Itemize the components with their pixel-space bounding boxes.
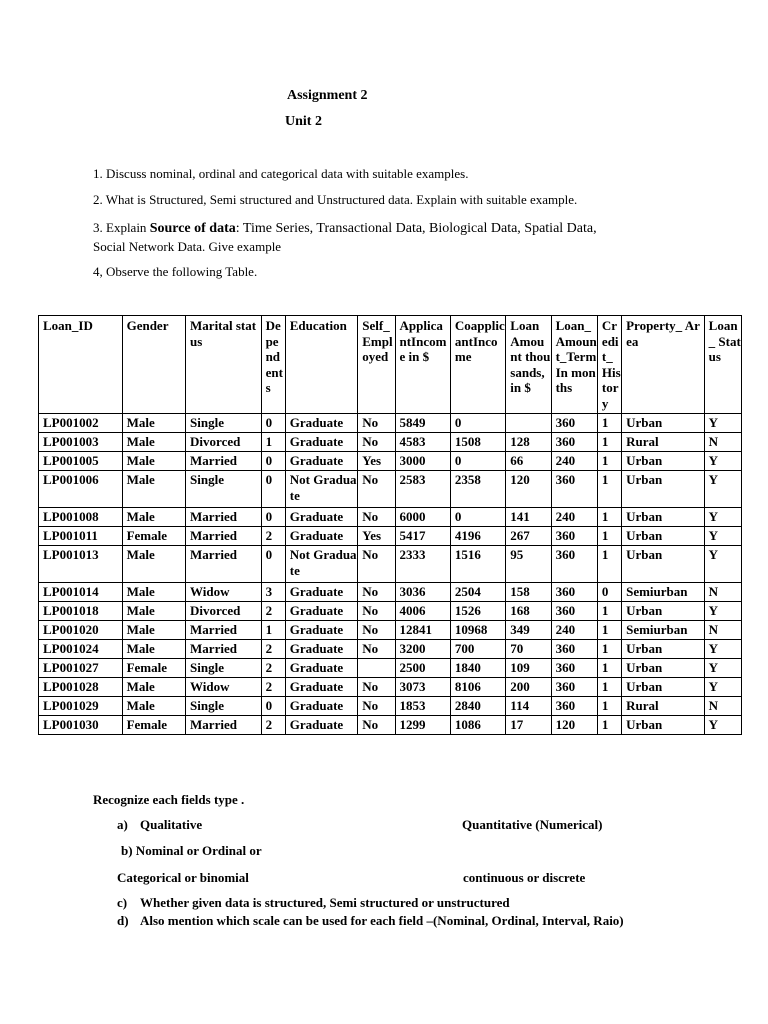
table-cell: 1840 — [450, 659, 505, 678]
table-cell: 1299 — [395, 716, 450, 735]
table-cell: N — [704, 583, 741, 602]
item-continuous: continuous or discrete — [463, 870, 586, 885]
table-cell: Urban — [622, 659, 705, 678]
table-cell: No — [358, 583, 395, 602]
table-cell: LP001018 — [39, 602, 123, 621]
table-cell: LP001003 — [39, 433, 123, 452]
table-cell: Yes — [358, 452, 395, 471]
table-cell: Semiurban — [622, 621, 705, 640]
table-cell: Male — [122, 414, 185, 433]
table-row — [39, 452, 742, 471]
table-cell: Y — [704, 678, 741, 697]
table-cell: Y — [704, 546, 741, 583]
table-cell: 3000 — [395, 452, 450, 471]
table-cell: Urban — [622, 716, 705, 735]
table-cell: 360 — [551, 414, 597, 433]
table-cell: 1 — [597, 433, 621, 452]
question-3 — [93, 219, 597, 256]
table-cell: Single — [186, 659, 262, 678]
table-cell: 3073 — [395, 678, 450, 697]
table-cell: 10968 — [450, 621, 505, 640]
table-cell: Male — [122, 546, 185, 583]
recognize-instruction: Recognize each fields type . — [93, 792, 245, 807]
table-cell: Graduate — [285, 602, 358, 621]
table-cell: Y — [704, 508, 741, 527]
table-cell: 1086 — [450, 716, 505, 735]
column-header: Gender — [122, 316, 185, 414]
table-cell: Male — [122, 602, 185, 621]
table-cell: Rural — [622, 433, 705, 452]
table-cell: 168 — [506, 602, 551, 621]
column-header: Loan Amount thousands, in $ — [506, 316, 551, 414]
table-row — [39, 433, 742, 452]
loan-data-table — [38, 315, 742, 735]
table-cell: No — [358, 508, 395, 527]
table-cell: 109 — [506, 659, 551, 678]
table-cell: Y — [704, 602, 741, 621]
table-cell: Female — [122, 716, 185, 735]
table-cell: Graduate — [285, 716, 358, 735]
column-header: Education — [285, 316, 358, 414]
table-cell: Female — [122, 659, 185, 678]
table-cell: 4006 — [395, 602, 450, 621]
question-2: 2. What is Structured, Semi structured and Unstructured data. Explain with suitable example. — [93, 192, 578, 207]
table-cell: 5849 — [395, 414, 450, 433]
table-row — [39, 583, 742, 602]
table-cell: 0 — [261, 414, 285, 433]
table-cell: LP001011 — [39, 527, 123, 546]
table-cell: LP001020 — [39, 621, 123, 640]
table-cell: 1 — [597, 621, 621, 640]
table-row — [39, 602, 742, 621]
table-cell: 360 — [551, 527, 597, 546]
item-c-text: Whether given data is structured, Semi structured or unstructured — [140, 895, 510, 910]
table-cell: Divorced — [186, 602, 262, 621]
table-cell: 0 — [597, 583, 621, 602]
table-cell: 1853 — [395, 697, 450, 716]
table-cell: No — [358, 678, 395, 697]
table-cell — [506, 414, 551, 433]
table-cell: No — [358, 621, 395, 640]
unit-heading: Unit 2 — [285, 114, 322, 129]
column-header: CoapplicantIncome — [450, 316, 505, 414]
table-cell: Married — [186, 640, 262, 659]
table-cell: 0 — [261, 508, 285, 527]
table-row — [39, 659, 742, 678]
table-cell: LP001028 — [39, 678, 123, 697]
table-cell: 2 — [261, 678, 285, 697]
table-cell: Male — [122, 471, 185, 508]
table-cell: 158 — [506, 583, 551, 602]
table-cell: Semiurban — [622, 583, 705, 602]
table-cell: LP001014 — [39, 583, 123, 602]
table-cell: Urban — [622, 678, 705, 697]
table-cell: 240 — [551, 508, 597, 527]
table-cell: No — [358, 697, 395, 716]
table-cell: Urban — [622, 414, 705, 433]
table-cell: 1 — [597, 414, 621, 433]
question-3-rest: Time Series, Transactional Data, Biological Data, Spatial Data, — [242, 221, 597, 236]
table-cell: 6000 — [395, 508, 450, 527]
table-cell: Not Graduate — [285, 471, 358, 508]
table-cell — [358, 659, 395, 678]
table-cell: Rural — [622, 697, 705, 716]
column-header: Loan_ Status — [704, 316, 741, 414]
table-cell: 1 — [597, 452, 621, 471]
table-row — [39, 546, 742, 583]
table-cell: 267 — [506, 527, 551, 546]
table-cell: 2504 — [450, 583, 505, 602]
table-row — [39, 640, 742, 659]
table-cell: 360 — [551, 546, 597, 583]
table-cell: 2 — [261, 659, 285, 678]
table-cell: 120 — [551, 716, 597, 735]
table-cell: Male — [122, 508, 185, 527]
table-cell: 120 — [506, 471, 551, 508]
table-cell: LP001030 — [39, 716, 123, 735]
table-cell: Graduate — [285, 678, 358, 697]
table-cell: Male — [122, 452, 185, 471]
assignment-title: Assignment 2 — [287, 88, 368, 103]
table-cell: Single — [186, 471, 262, 508]
table-row — [39, 471, 742, 508]
table-cell: Male — [122, 697, 185, 716]
table-cell: N — [704, 433, 741, 452]
table-cell: 2583 — [395, 471, 450, 508]
table-cell: No — [358, 602, 395, 621]
table-cell: Married — [186, 716, 262, 735]
table-cell: 66 — [506, 452, 551, 471]
table-row — [39, 508, 742, 527]
table-cell: Y — [704, 659, 741, 678]
table-cell: 1 — [597, 640, 621, 659]
question-3-bold: Source of data — [149, 221, 236, 236]
table-cell: 1 — [597, 471, 621, 508]
table-cell: 12841 — [395, 621, 450, 640]
question-3-prefix: 3. Explain — [93, 220, 150, 235]
table-cell: 1 — [597, 716, 621, 735]
table-cell: 128 — [506, 433, 551, 452]
table-cell: Yes — [358, 527, 395, 546]
table-cell: 360 — [551, 583, 597, 602]
table-cell: LP001002 — [39, 414, 123, 433]
table-cell: No — [358, 414, 395, 433]
table-cell: Graduate — [285, 433, 358, 452]
table-cell: N — [704, 621, 741, 640]
table-cell: 360 — [551, 471, 597, 508]
table-cell: N — [704, 697, 741, 716]
table-row — [39, 414, 742, 433]
table-cell: 1 — [597, 697, 621, 716]
table-cell: Urban — [622, 527, 705, 546]
table-header-row — [39, 316, 742, 414]
table-cell: Y — [704, 640, 741, 659]
table-row — [39, 697, 742, 716]
table-cell: LP001027 — [39, 659, 123, 678]
table-cell: No — [358, 640, 395, 659]
table-cell: No — [358, 433, 395, 452]
column-header: Credit_History — [597, 316, 621, 414]
table-cell: Not Graduate — [285, 546, 358, 583]
item-a-quantitative: Quantitative (Numerical) — [462, 817, 603, 832]
table-cell: 141 — [506, 508, 551, 527]
table-cell: Urban — [622, 508, 705, 527]
table-cell: 360 — [551, 697, 597, 716]
table-cell: 2 — [261, 602, 285, 621]
table-cell: Graduate — [285, 452, 358, 471]
table-cell: Graduate — [285, 659, 358, 678]
item-categorical: Categorical or binomial — [117, 870, 249, 885]
table-cell: Single — [186, 414, 262, 433]
column-header: Marital status — [186, 316, 262, 414]
table-cell: Graduate — [285, 508, 358, 527]
table-cell: No — [358, 471, 395, 508]
table-cell: 1 — [597, 602, 621, 621]
table-cell: 360 — [551, 659, 597, 678]
table-cell: Divorced — [186, 433, 262, 452]
column-header: ApplicantIncome in $ — [395, 316, 450, 414]
table-cell: Married — [186, 546, 262, 583]
item-b: b) Nominal or Ordinal or — [121, 843, 262, 858]
table-cell: 1 — [597, 527, 621, 546]
table-cell: 1 — [597, 678, 621, 697]
table-cell: 360 — [551, 640, 597, 659]
table-cell: 2 — [261, 716, 285, 735]
table-cell: 1 — [597, 508, 621, 527]
table-cell: Y — [704, 414, 741, 433]
table-cell: Female — [122, 527, 185, 546]
table-cell: 4196 — [450, 527, 505, 546]
table-cell: 2 — [261, 640, 285, 659]
table-row — [39, 527, 742, 546]
table-cell: 3200 — [395, 640, 450, 659]
table-cell: Urban — [622, 640, 705, 659]
table-cell: 240 — [551, 621, 597, 640]
table-cell: 1 — [261, 621, 285, 640]
table-cell: 0 — [261, 471, 285, 508]
table-cell: Y — [704, 527, 741, 546]
question-1: 1. Discuss nominal, ordinal and categorical data with suitable examples. — [93, 166, 469, 181]
table-cell: 3036 — [395, 583, 450, 602]
table-cell: Urban — [622, 452, 705, 471]
table-cell: 8106 — [450, 678, 505, 697]
table-cell: LP001006 — [39, 471, 123, 508]
table-cell: No — [358, 716, 395, 735]
table-cell: LP001029 — [39, 697, 123, 716]
table-cell: Graduate — [285, 621, 358, 640]
table-cell: 0 — [450, 414, 505, 433]
column-header: Loan_ID — [39, 316, 123, 414]
table-row — [39, 678, 742, 697]
column-header: Property_ Area — [622, 316, 705, 414]
table-cell: Graduate — [285, 697, 358, 716]
item-d-label: d) — [117, 913, 129, 928]
table-cell: LP001008 — [39, 508, 123, 527]
table-row — [39, 716, 742, 735]
table-cell: Y — [704, 452, 741, 471]
table-cell: Widow — [186, 678, 262, 697]
table-cell: Y — [704, 471, 741, 508]
table-cell: 1 — [261, 433, 285, 452]
table-cell: Graduate — [285, 583, 358, 602]
table-row — [39, 621, 742, 640]
table-cell: Male — [122, 640, 185, 659]
table-cell: Single — [186, 697, 262, 716]
table-cell: 2500 — [395, 659, 450, 678]
table-cell: 1 — [597, 659, 621, 678]
table-cell: No — [358, 546, 395, 583]
table-cell: LP001005 — [39, 452, 123, 471]
table-cell: 349 — [506, 621, 551, 640]
table-cell: Male — [122, 583, 185, 602]
table-cell: Male — [122, 621, 185, 640]
table-cell: LP001024 — [39, 640, 123, 659]
table-cell: 1516 — [450, 546, 505, 583]
table-cell: Graduate — [285, 414, 358, 433]
table-cell: 17 — [506, 716, 551, 735]
table-cell: 360 — [551, 678, 597, 697]
item-d-text: Also mention which scale can be used for each field –(Nominal, Ordinal, Interval, Raio) — [140, 913, 624, 928]
table-cell: 0 — [261, 452, 285, 471]
table-cell: Married — [186, 527, 262, 546]
item-a-label: a) — [117, 817, 128, 832]
table-cell: Male — [122, 678, 185, 697]
table-cell: 240 — [551, 452, 597, 471]
column-header: Dependents — [261, 316, 285, 414]
table-cell: 360 — [551, 433, 597, 452]
table-cell: 95 — [506, 546, 551, 583]
table-cell: 0 — [261, 546, 285, 583]
question-4: 4, Observe the following Table. — [93, 264, 258, 279]
question-3-line2: Social Network Data. Give example — [93, 239, 282, 254]
table-cell: LP001013 — [39, 546, 123, 583]
column-header: Self_Employed — [358, 316, 395, 414]
item-c-label: c) — [117, 895, 128, 910]
table-cell: Graduate — [285, 527, 358, 546]
table-cell: Graduate — [285, 640, 358, 659]
table-cell: 3 — [261, 583, 285, 602]
table-cell: Y — [704, 716, 741, 735]
table-cell: 1508 — [450, 433, 505, 452]
table-cell: Married — [186, 508, 262, 527]
table-cell: Urban — [622, 471, 705, 508]
question-3-colon: : — [235, 221, 243, 236]
table-cell: 70 — [506, 640, 551, 659]
table-cell: 0 — [450, 452, 505, 471]
item-a-qualitative: Qualitative — [140, 817, 203, 832]
table-cell: Male — [122, 433, 185, 452]
table-cell: 0 — [261, 697, 285, 716]
table-cell: 700 — [450, 640, 505, 659]
table-cell: Married — [186, 621, 262, 640]
table-cell: 200 — [506, 678, 551, 697]
table-cell: 2333 — [395, 546, 450, 583]
table-cell: 114 — [506, 697, 551, 716]
table-cell: 2 — [261, 527, 285, 546]
table-cell: Urban — [622, 602, 705, 621]
table-cell: 1526 — [450, 602, 505, 621]
column-header: Loan_Amount_Term In months — [551, 316, 597, 414]
table-cell: 2358 — [450, 471, 505, 508]
table-cell: Widow — [186, 583, 262, 602]
table-cell: 2840 — [450, 697, 505, 716]
table-cell: 1 — [597, 546, 621, 583]
table-cell: 360 — [551, 602, 597, 621]
table-cell: Married — [186, 452, 262, 471]
table-cell: 5417 — [395, 527, 450, 546]
table-cell: 4583 — [395, 433, 450, 452]
table-cell: 0 — [450, 508, 505, 527]
table-cell: Urban — [622, 546, 705, 583]
